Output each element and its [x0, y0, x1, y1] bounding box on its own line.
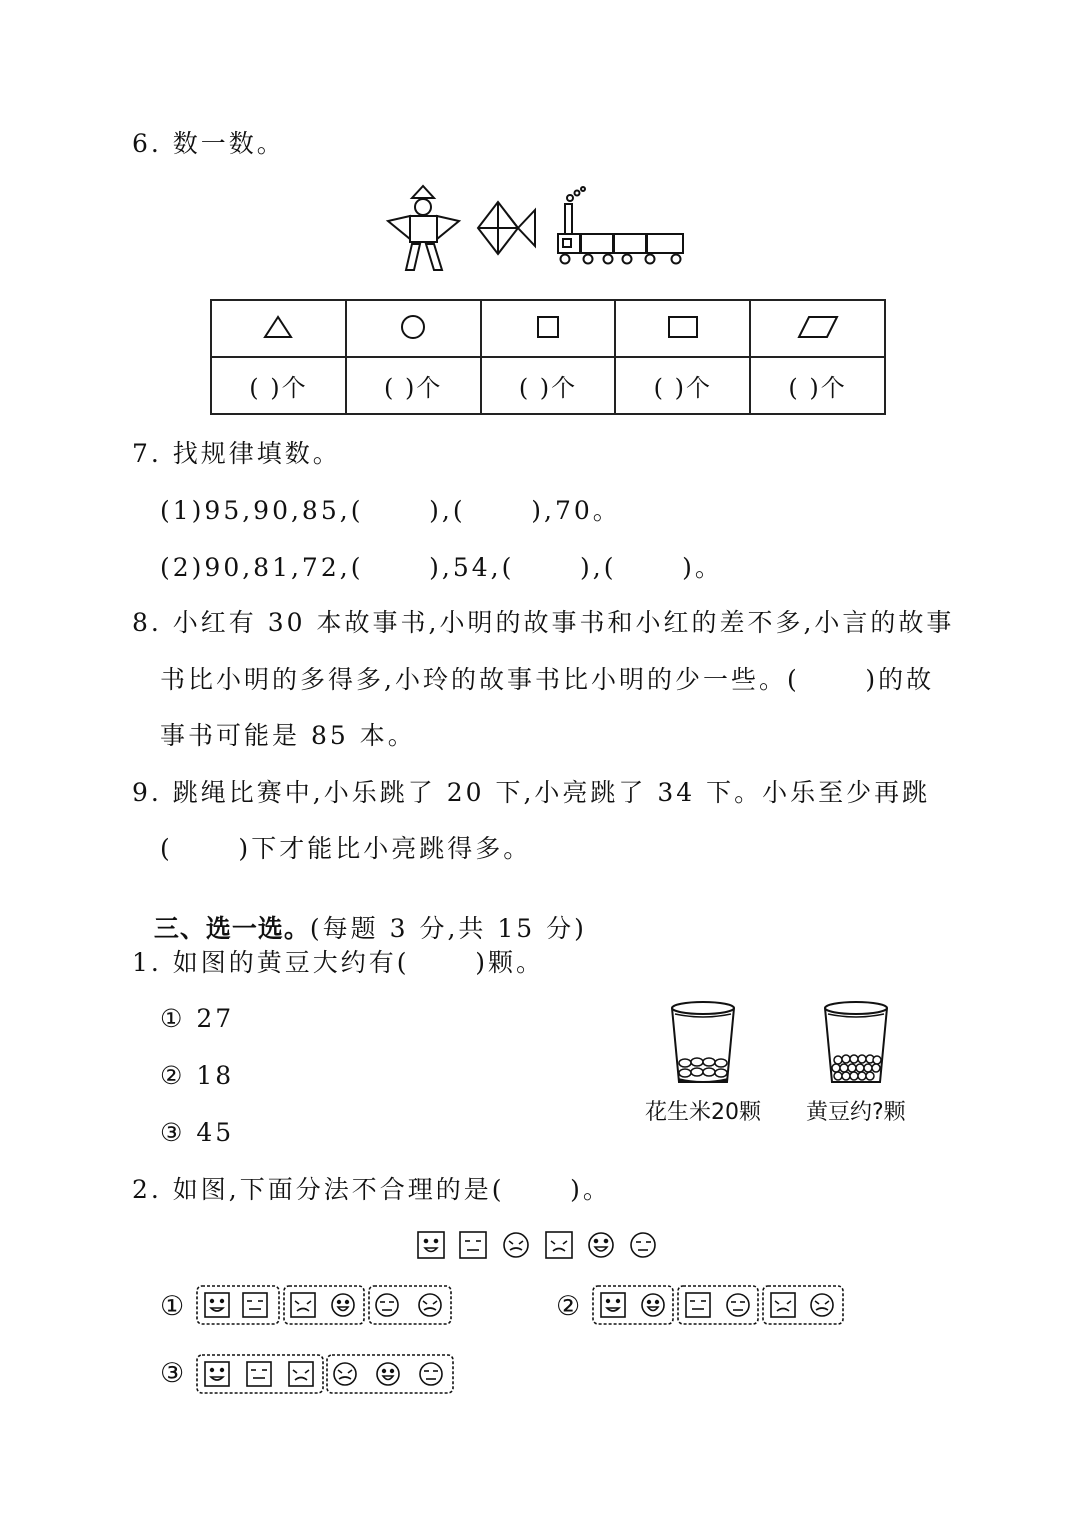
shape-cell — [750, 300, 885, 357]
s3q2-option-1-marker[interactable]: ① — [160, 1291, 188, 1322]
train-figure — [558, 187, 683, 264]
s3q2-option-1-groups[interactable] — [195, 1283, 455, 1327]
q6-title: 6. 数一数。 — [132, 129, 285, 158]
s3q2-option-2-groups[interactable] — [591, 1283, 847, 1327]
section3-note: (每题 3 分,共 15 分) — [309, 914, 587, 943]
circle-icon — [400, 314, 426, 340]
shape-cell — [211, 300, 346, 357]
section3-heading — [132, 891, 587, 941]
robot-figure — [388, 186, 459, 270]
answer-row — [211, 357, 885, 414]
count-answer-cell[interactable]: ( )个 — [211, 357, 346, 414]
count-answer-cell[interactable]: ( )个 — [481, 357, 616, 414]
q8-line3: 事书可能是 85 本。 — [160, 721, 416, 750]
q7-title: 7. 找规律填数。 — [132, 439, 341, 468]
parallelogram-icon — [797, 315, 839, 339]
square-smile-face-icon — [418, 1232, 444, 1258]
shape-count-table — [210, 299, 886, 415]
q8-line2: 书比小明的多得多,小玲的故事书比小明的少一些。( )的故 — [160, 665, 935, 694]
s3q1-option[interactable]: ③ 45 — [160, 1118, 235, 1147]
count-answer-cell[interactable]: ( )个 — [750, 357, 885, 414]
shape-cell — [481, 300, 616, 357]
s3q1-option[interactable]: ② 18 — [160, 1061, 235, 1090]
rectangle-icon — [667, 315, 699, 339]
peanut-cup-label: 花生米20颗 — [645, 1100, 761, 1125]
circle-sad-face-icon — [504, 1233, 528, 1257]
s3q1-option[interactable]: ① 27 — [160, 1004, 235, 1033]
q9-line2: ( )下才能比小亮跳得多。 — [160, 834, 532, 863]
peanut-cup-icon — [665, 1000, 745, 1090]
count-answer-cell[interactable]: ( )个 — [615, 357, 750, 414]
section3-title: 三、选一选。 — [153, 914, 310, 943]
square-sad-face-icon — [546, 1232, 572, 1258]
s3q2-option-2-marker[interactable]: ② — [556, 1291, 584, 1322]
q9-line1: 9. 跳绳比赛中,小乐跳了 20 下,小亮跳了 34 下。小乐至少再跳 — [132, 778, 931, 807]
shape-cell — [346, 300, 481, 357]
square-neutral-face-icon — [460, 1232, 486, 1258]
fish-figure — [478, 202, 535, 254]
q8-line1: 8. 小红有 30 本故事书,小明的故事书和小红的差不多,小言的故事 — [132, 608, 955, 637]
circle-neutral-face-icon — [631, 1233, 655, 1257]
soybean-cup-label: 黄豆约?颗 — [806, 1100, 906, 1125]
q7-line1: (1)95,90,85,( ),( ),70。 — [160, 496, 621, 525]
circle-smile-face-icon — [589, 1233, 613, 1257]
count-answer-cell[interactable]: ( )个 — [346, 357, 481, 414]
s3q2-title: 2. 如图,下面分法不合理的是( )。 — [132, 1175, 611, 1204]
q7-line2: (2)90,81,72,( ),54,( ),( )。 — [160, 553, 723, 582]
shape-row — [211, 300, 885, 357]
tangram-figures — [380, 184, 700, 284]
soybean-cup-icon — [818, 1000, 898, 1090]
triangle-icon — [263, 315, 293, 339]
s3q1-title: 1. 如图的黄豆大约有( )颗。 — [132, 948, 544, 977]
shape-cell — [615, 300, 750, 357]
faces-row — [410, 1228, 670, 1264]
s3q2-option-3-marker[interactable]: ③ — [160, 1358, 188, 1389]
s3q2-option-3-groups[interactable] — [195, 1352, 457, 1396]
square-icon — [536, 315, 560, 339]
